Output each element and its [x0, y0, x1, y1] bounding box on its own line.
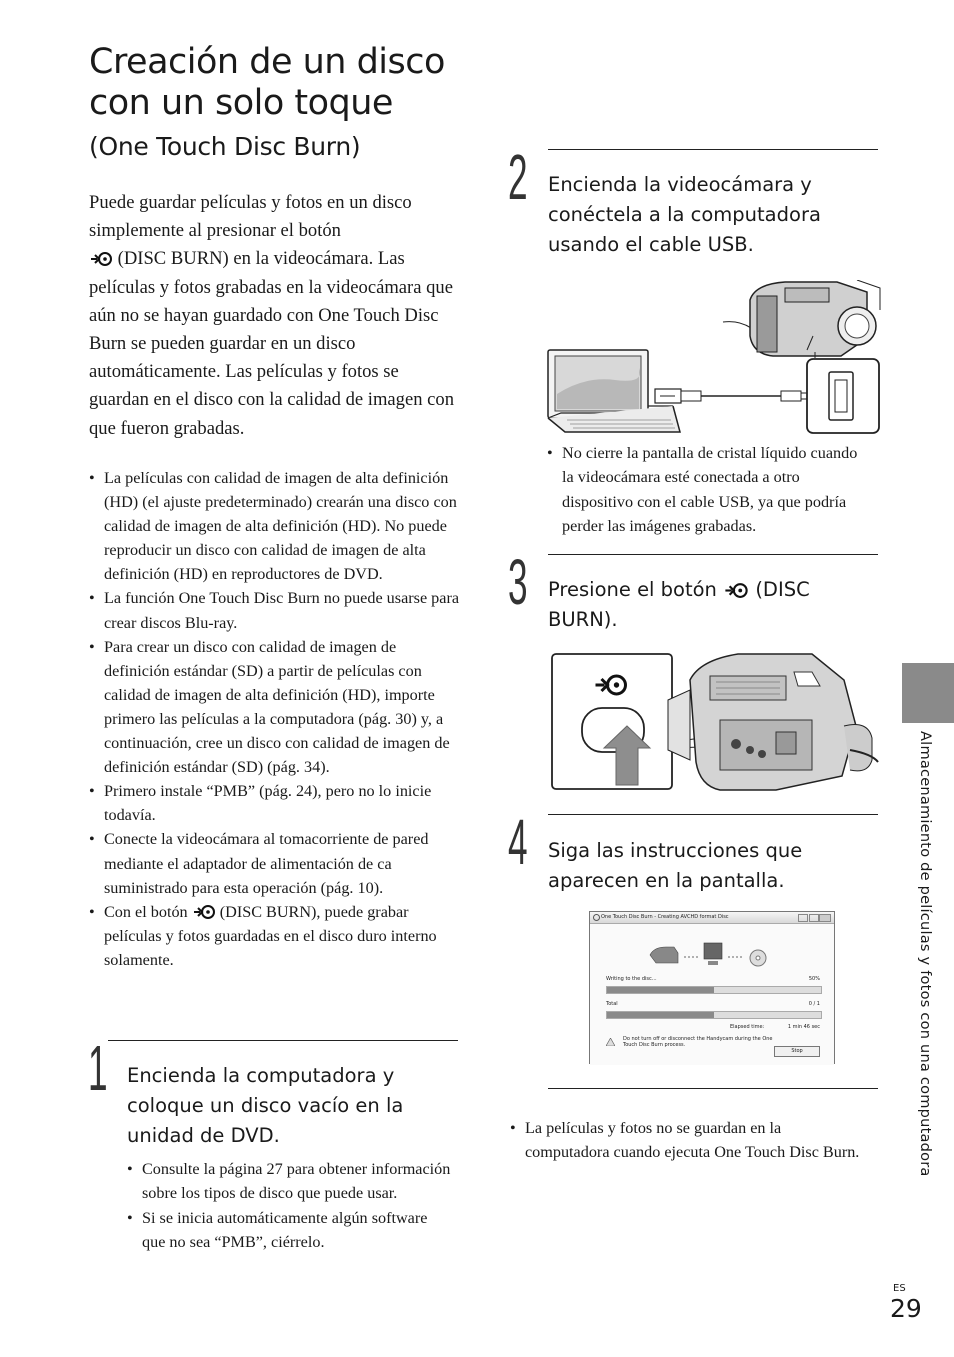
step-number: 2: [508, 141, 528, 213]
writing-label: Writing to the disc...: [606, 976, 657, 982]
camcorder-icon: [668, 654, 878, 790]
intro-text-2: (DISC BURN) en la videocámara. Las películas y fotos grabadas en la videocámara que aún no se hayan guardado con One Touch Disc Burn se pueden guardar en un disco automáticamente. Las películas y fotos se guardan en el disco con la calidad de imagen con que fueron grabadas.: [89, 248, 455, 439]
disc-icon: [750, 950, 766, 966]
disc-burn-dialog: [589, 911, 835, 1064]
app-icon: [593, 914, 600, 921]
step-text: [548, 575, 868, 635]
intro-paragraph: [89, 189, 461, 443]
step-divider: [108, 1040, 458, 1041]
writing-progress-fill: [607, 987, 714, 993]
total-label: Total: [606, 1001, 618, 1007]
step-divider: [548, 554, 878, 555]
step-note-item: • Si se inicia automáticamente algún software que no sea “PMB”, ciérrelo.: [127, 1206, 452, 1255]
elapsed-label: Elapsed time:: [730, 1024, 765, 1030]
section-tab: [902, 663, 954, 723]
step-text-2: (DISC BURN).: [548, 578, 810, 631]
usb-cable-icon: [655, 389, 811, 403]
disc-burn-icon: [89, 251, 113, 267]
camcorder-icon: [650, 947, 678, 963]
usb-connection-illustration: [545, 280, 881, 436]
step-note-item: • Consulte la página 27 para obtener información sobre los tipos de disco que puede usar.: [127, 1157, 452, 1206]
step-note-item: • No cierre la pantalla de cristal líquido cuando la videocámara esté conectada a otro dispositivo con el cable USB, ya que podría perder las imágenes grabadas.: [547, 441, 869, 538]
page-number: 29: [890, 1294, 922, 1323]
computer-icon: [704, 943, 722, 965]
step-text: Encienda la videocámara y conéctela a la computadora usando el cable USB.: [548, 173, 821, 256]
disc-burn-icon: [192, 904, 216, 920]
section-divider: [548, 1088, 878, 1089]
note-item: • La función One Touch Disc Burn no puede usarse para crear discos Blu-ray.: [89, 586, 461, 634]
step-divider: [548, 149, 878, 150]
writing-percent: 50%: [808, 976, 820, 982]
notes-list: [89, 466, 461, 972]
elapsed-value: 1 min 46 sec: [787, 1024, 820, 1030]
note-item: • Para crear un disco con calidad de imagen de definición estándar (SD) a partir de películas con calidad de imagen de alta definición (HD), importe primero las películas a la computadora (pág. 30) y, a continuación, cree un disco con calidad de imagen de definición estándar (SD) (pág. 34).: [89, 635, 461, 780]
step-divider: [548, 814, 878, 815]
minimize-button[interactable]: [798, 914, 808, 922]
page-language: ES: [893, 1283, 906, 1294]
step-notes: [127, 1157, 452, 1254]
side-section-text: Almacenamiento de películas y fotos con una computadora: [917, 731, 934, 1177]
step-text-1: Presione el botón: [548, 578, 717, 601]
note-item: • Conecte la videocámara al tomacorriente de pared mediante el adaptador de alimentación de ca suministrado para esta operación (pág. 10).: [89, 827, 461, 899]
warning-text: Do not turn off or disconnect the Handycam during the One Touch Disc Burn process.: [623, 1036, 773, 1048]
step-text: Encienda la computadora y coloque un disco vacío en la unidad de DVD.: [127, 1064, 404, 1147]
intro-text-1: Puede guardar películas y fotos en un disco simplemente al presionar el botón: [89, 192, 412, 242]
note-item: • La películas con calidad de imagen de alta definición (HD) (el ajuste predeterminado) crearán una disco con calidad de imagen de alta definición (HD). No puede reproducir un disco con calidad de imagen de alta definición (HD) en reproductores de DVD.: [89, 466, 461, 586]
note-item: [89, 900, 461, 972]
final-notes: [510, 1116, 868, 1165]
warning-icon: [606, 1038, 615, 1046]
disc-burn-icon: [723, 582, 749, 599]
writing-progress-bar: [606, 986, 822, 994]
maximize-button[interactable]: [809, 914, 819, 922]
total-progress-bar: [606, 1011, 822, 1019]
disc-burn-button-illustration: [550, 650, 880, 793]
page-title: Creación de un disco con un solo toque: [89, 42, 445, 123]
step-text: Siga las instrucciones que aparecen en la pantalla.: [548, 839, 803, 892]
note-last-text-1: Con el botón: [104, 902, 188, 921]
page-subtitle: (One Touch Disc Burn): [89, 132, 361, 161]
step-number: 3: [508, 546, 528, 618]
transfer-animation: [648, 941, 778, 971]
camcorder-icon: [723, 280, 880, 358]
final-note-item: • La películas y fotos no se guardan en la computadora cuando ejecuta One Touch Disc Burn.: [510, 1116, 868, 1165]
step-number: 4: [508, 806, 528, 878]
step-number: 1: [88, 1032, 108, 1104]
step-notes: [547, 441, 869, 538]
stop-button[interactable]: Stop: [774, 1046, 820, 1057]
side-section-label: [908, 731, 938, 1221]
disc-burn-button-zoom: [552, 654, 672, 789]
total-count: 0 / 1: [808, 1001, 820, 1007]
note-item: • Primero instale “PMB” (pág. 24), pero no lo inicie todavía.: [89, 779, 461, 827]
note-last-text-2: (DISC BURN), puede grabar películas y fotos guardadas en el disco duro interno solamente.: [104, 902, 437, 969]
total-progress-fill: [607, 1012, 714, 1018]
close-icon[interactable]: [819, 914, 831, 922]
dialog-titlebar: [590, 912, 834, 924]
dialog-title: One Touch Disc Burn - Creating AVCHD format Disc: [601, 914, 729, 920]
